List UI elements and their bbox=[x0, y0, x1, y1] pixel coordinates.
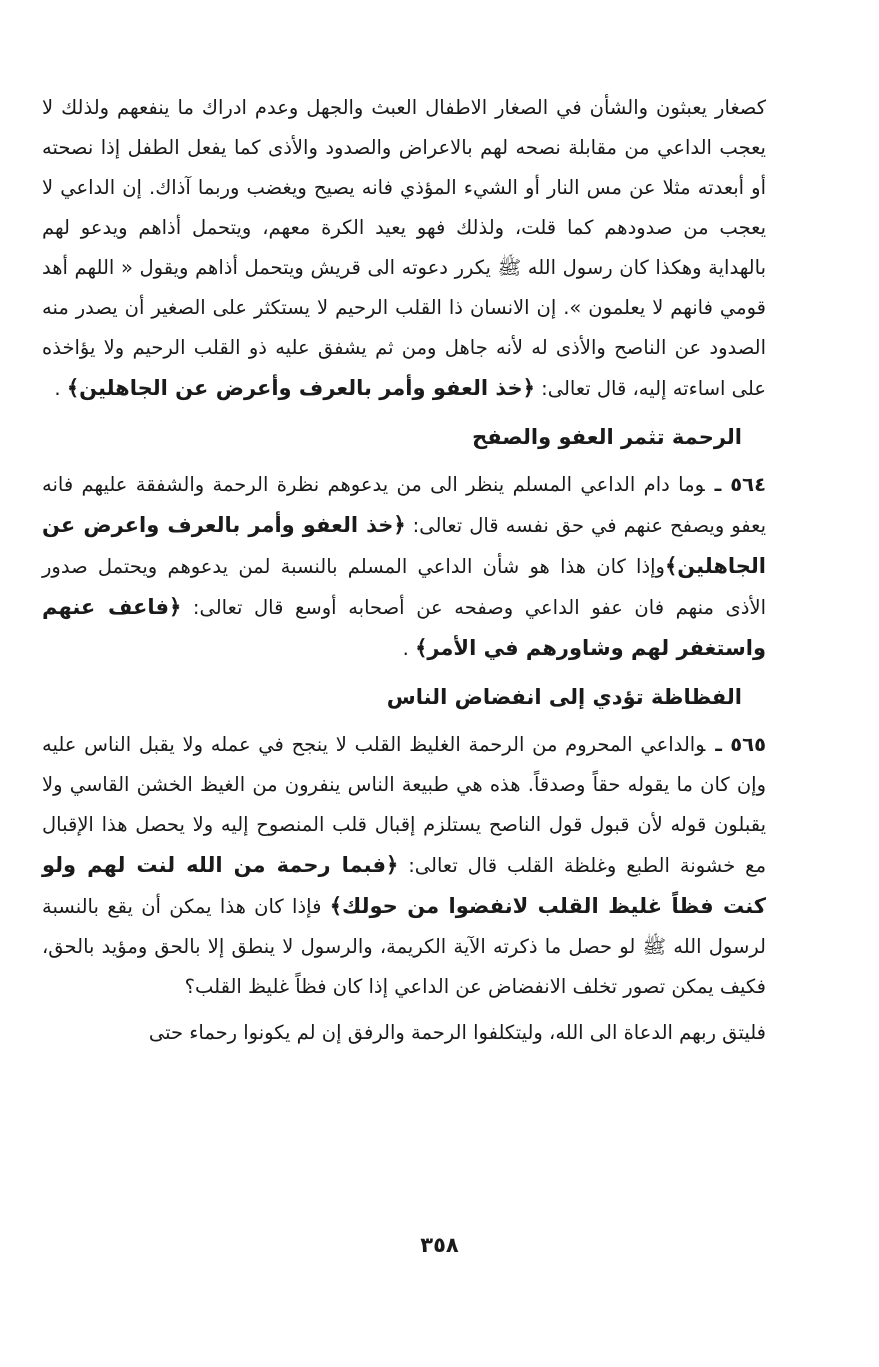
section-heading-harshness: الفظاظة تؤدي إلى انفضاض الناس bbox=[386, 685, 742, 709]
page-body bbox=[42, 88, 766, 1053]
paragraph-564-text1: وما دام الداعي المسلم ينظر الى من يدعوهم نظرة الرحمة والشفقة عليهم فانه يعفو ويصفح عنهم في حق نفسه قال تعالى: bbox=[42, 473, 766, 537]
page-number: ٣٥٨ bbox=[420, 1233, 459, 1257]
paragraph-number-565: ٥٦٥ ـ bbox=[715, 733, 766, 756]
paragraph-564-verse2: ﴿فاعف عنهم واستغفر لهم وشاورهم في الأمر﴾ bbox=[42, 595, 766, 660]
intro-tail: . bbox=[54, 377, 61, 400]
section-heading-mercy-forgiveness: الرحمة تثمر العفو والصفح bbox=[472, 425, 742, 449]
paragraph-565 bbox=[42, 725, 766, 1007]
intro-paragraph bbox=[42, 88, 766, 409]
paragraph-564-verse1: ﴿خذ العفو وأمر بالعرف واعرض عن الجاهلين﴾ bbox=[42, 513, 766, 578]
paragraph-565-verse: ﴿فبما رحمة من الله لنت لهم ولو كنت فظاً غليظ القلب لانفضوا من حولك﴾ bbox=[42, 853, 767, 918]
intro-text: كصغار يعبثون والشأن في الصغار الاطفال العبث والجهل وعدم ادراك ما ينفعهم ولذلك لا يعجب الداعي من مقابلة نصحه لهم بالاعراض والصدود والأذى كما يفعل الطفل إذا نصحته أو أبعدته مثلا عن مس النار أو الشيء المؤذي فانه يصيح ويغضب وربما آذاك. إن الداعي لا يعجب من صدودهم كما قلت، ولذلك فهو يعيد الكرة معهم، ويتحمل أذاهم ويدعو لهم بالهداية وهكذا كان رسول الله ﷺ يكرر دعوته الى قريش ويتحمل أذاهم ويقول « اللهم أهد قومي فانهم لا يعلمون ». إن الانسان ذا القلب الرحيم لا يستكثر على الصغير أن يصدر منه الصدود عن الناصح والأذى له لأنه جاهل ومن ثم يشفق عليه ذو القلب الرحيم ولا يؤاخذه على اساءته إليه، قال تعالى: bbox=[42, 96, 766, 400]
paragraph-564-text2: وإذا كان هذا هو شأن الداعي المسلم بالنسبة لمن يدعوهم ويحتمل صدور الأذى منهم فان عفو الداعي وصفحه عن أصحابه أوسع قال تعالى: bbox=[42, 555, 767, 619]
paragraph-565-text1: والداعي المحروم من الرحمة الغليظ القلب لا ينجح في عمله ولا يقبل الناس عليه وإن كان ما يقوله حقاً وصدقاً. هذه هي طبيعة الناس ينفرون من الغيظ الخشن القاسي ولا يقبلون قوله لأن قبول قول الناصح يستلزم إقبال قلب المنصوح إليه ولا يحصل هذا الإقبال مع خشونة الطبع وغلظة القلب قال تعالى: bbox=[42, 733, 767, 877]
paragraph-564-tail: . bbox=[402, 637, 409, 660]
paragraph-564 bbox=[42, 465, 766, 669]
closing-paragraph bbox=[42, 1013, 766, 1053]
paragraph-565-text2: فإذا كان هذا يمكن أن يقع بالنسبة لرسول الله ﷺ لو حصل ما ذكرته الآية الكريمة، والرسول لا ينطق إلا بالحق ومؤيد بالحق، فكيف يمكن تصور تخلف الانفضاض عن الداعي إذا كان فظاً غليظ القلب؟ bbox=[42, 895, 766, 998]
intro-verse: ﴿خذ العفو وأمر بالعرف وأعرض عن الجاهلين﴾ bbox=[66, 376, 535, 400]
closing-text: فليتق ربهم الدعاة الى الله، وليتكلفوا الرحمة والرفق إن لم يكونوا رحماء حتى bbox=[148, 1021, 766, 1044]
paragraph-number-564: ٥٦٤ ـ bbox=[714, 473, 766, 496]
